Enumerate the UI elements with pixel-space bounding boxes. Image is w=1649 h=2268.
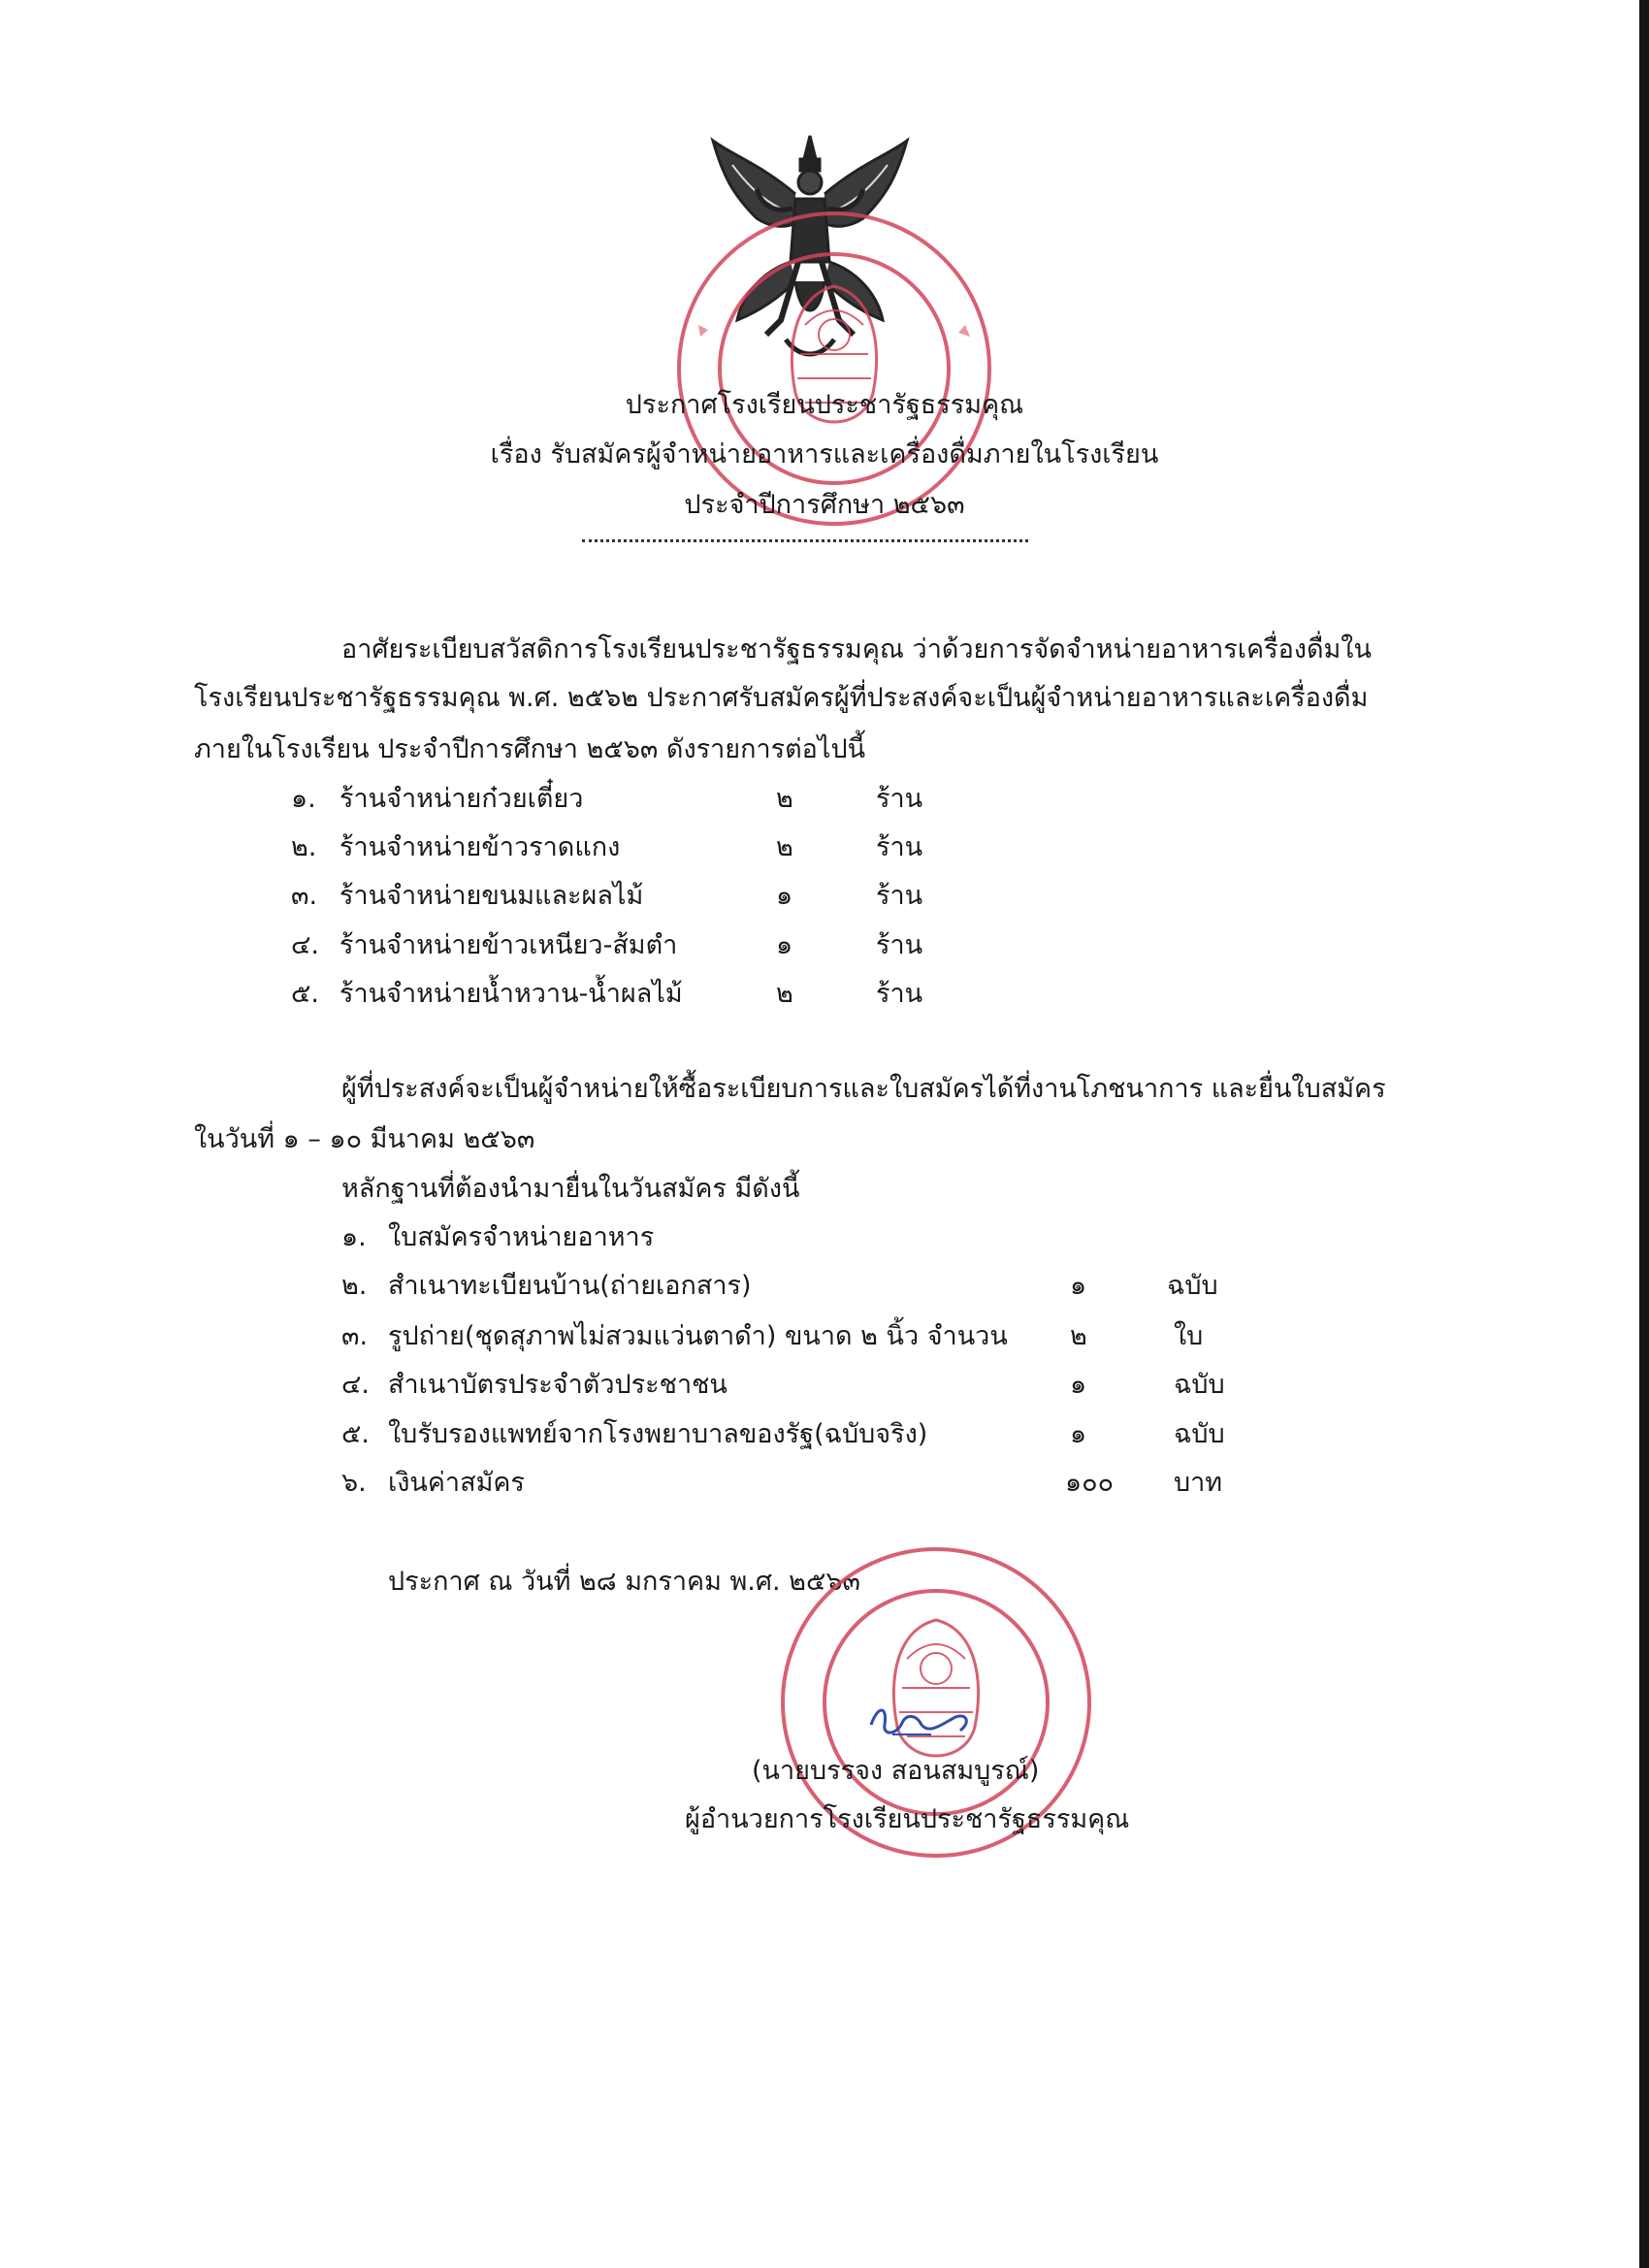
scan-edge <box>1639 0 1649 2268</box>
document-name: ใบรับรองแพทย์จากโรงพยาบาลของรัฐ(ฉบับจริง) <box>388 1419 928 1449</box>
intro-line-1: อาศัยระเบียบสวัสดิการโรงเรียนประชารัฐธรรมคุณ ว่าด้วยการจัดจำหน่ายอาหารเครื่องดื่มใน <box>341 634 1372 664</box>
shop-name: ร้านจำหน่ายข้าวเหนียว-ส้มตำ <box>340 930 678 960</box>
document-name: สำเนาทะเบียนบ้าน(ถ่ายเอกสาร) <box>388 1271 752 1301</box>
shop-unit: ร้าน <box>876 979 923 1009</box>
document-count: ๑ <box>1070 1419 1087 1449</box>
shop-name: ร้านจำหน่ายขนมและผลไม้ <box>340 881 644 911</box>
item-number: ๓. <box>291 881 318 911</box>
document-name: รูปถ่าย(ชุดสุภาพไม่สวมแว่นตาดำ) ขนาด ๒ นิ้ว จำนวน <box>388 1321 1008 1351</box>
academic-year: ประจำปีการศึกษา ๒๕๖๓ <box>684 490 965 520</box>
item-number: ๕. <box>291 979 320 1009</box>
signer-name: (นายบรรจง สอนสมบูรณ์) <box>752 1756 1040 1786</box>
divider <box>582 539 1028 542</box>
signature-scrawl <box>863 1696 980 1744</box>
shop-count: ๑ <box>776 881 793 911</box>
school-seal-stamp-icon <box>669 209 999 529</box>
document-count: ๑๐๐ <box>1065 1468 1115 1498</box>
shop-count: ๒ <box>776 832 793 862</box>
announcement-title: ประกาศโรงเรียนประชารัฐธรรมคุณ <box>625 390 1024 420</box>
shop-name: ร้านจำหน่ายก๋วยเตี๋ยว <box>340 784 584 814</box>
documents-heading: หลักฐานที่ต้องนำมายื่นในวันสมัคร มีดังนี้ <box>341 1174 800 1204</box>
shop-unit: ร้าน <box>876 784 923 814</box>
item-number: ๕. <box>341 1419 371 1449</box>
shop-count: ๑ <box>776 930 793 960</box>
shop-name: ร้านจำหน่ายข้าวราดแกง <box>340 832 621 862</box>
signer-position: ผู้อำนวยการโรงเรียนประชารัฐธรรมคุณ <box>685 1804 1130 1834</box>
item-number: ๓. <box>341 1321 369 1351</box>
item-number: ๔. <box>291 930 320 960</box>
item-number: ๖. <box>341 1468 367 1498</box>
document-unit: บาท <box>1174 1468 1223 1498</box>
document-unit: ฉบับ <box>1174 1419 1225 1449</box>
shop-unit: ร้าน <box>876 930 923 960</box>
document-unit: ใบ <box>1174 1321 1204 1351</box>
document-unit: ฉบับ <box>1174 1370 1225 1400</box>
shop-unit: ร้าน <box>876 832 923 862</box>
item-number: ๑. <box>291 784 316 814</box>
application-line-1: ผู้ที่ประสงค์จะเป็นผู้จำหน่ายให้ซื้อระเบียบการและใบสมัครได้ที่งานโภชนาการ และยื่นใบสมัคร <box>341 1074 1386 1104</box>
shop-unit: ร้าน <box>876 881 923 911</box>
announcement-subject: เรื่อง รับสมัครผู้จำหน่ายอาหารและเครื่องดื่มภายในโรงเรียน <box>490 439 1159 470</box>
application-line-2: ในวันที่ ๑ – ๑๐ มีนาคม ๒๕๖๓ <box>194 1124 535 1154</box>
shop-count: ๒ <box>776 784 793 814</box>
document-name: ใบสมัครจำหน่ายอาหาร <box>388 1222 655 1252</box>
shop-name: ร้านจำหน่ายน้ำหวาน-น้ำผลไม้ <box>340 979 683 1009</box>
intro-line-2: โรงเรียนประชารัฐธรรมคุณ พ.ศ. ๒๕๖๒ ประกาศรับสมัครผู้ที่ประสงค์จะเป็นผู้จำหน่ายอาหารและเครื่องดื่ม <box>194 683 1369 713</box>
shop-count: ๒ <box>776 979 793 1009</box>
document-count: ๑ <box>1070 1271 1087 1301</box>
item-number: ๔. <box>341 1370 371 1400</box>
document-name: สำเนาบัตรประจำตัวประชาชน <box>388 1370 728 1400</box>
document-unit: ฉบับ <box>1167 1271 1218 1301</box>
announcement-date: ประกาศ ณ วันที่ ๒๘ มกราคม พ.ศ. ๒๕๖๓ <box>388 1567 860 1597</box>
item-number: ๑. <box>341 1222 367 1252</box>
document-count: ๒ <box>1070 1321 1087 1351</box>
document-count: ๑ <box>1070 1370 1087 1400</box>
intro-line-3: ภายในโรงเรียน ประจำปีการศึกษา ๒๕๖๓ ดังรายการต่อไปนี้ <box>194 734 866 764</box>
document-name: เงินค่าสมัคร <box>388 1468 525 1498</box>
item-number: ๒. <box>341 1271 368 1301</box>
item-number: ๒. <box>291 832 317 862</box>
